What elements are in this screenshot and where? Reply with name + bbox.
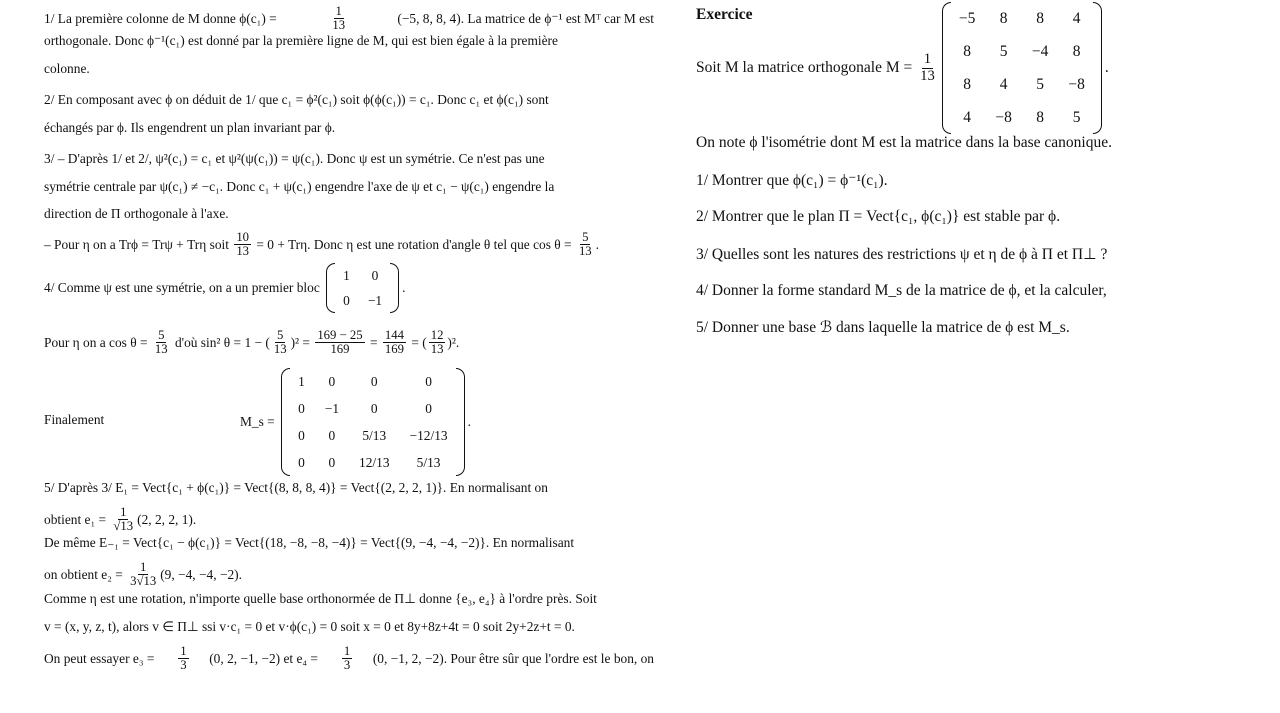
right-bracket xyxy=(1093,2,1102,134)
matrix-cell: 12/13 xyxy=(359,455,390,470)
matrix-cell: 5 xyxy=(1072,109,1081,126)
text-segment: colonne. xyxy=(44,61,90,76)
solution-line xyxy=(44,506,654,534)
text-segment: Soit M la matrice orthogonale M = xyxy=(696,59,917,76)
text-segment: Pour η on a cos θ = xyxy=(44,334,151,350)
matrix-cell: −8 xyxy=(995,109,1012,126)
text-segment: . xyxy=(402,280,406,295)
matrix-cell: 8 xyxy=(1036,109,1044,126)
solution-line xyxy=(44,619,654,635)
right-bracket xyxy=(390,263,399,313)
exercise-line xyxy=(696,171,888,190)
exercise-title: Exercice xyxy=(696,6,753,23)
numerator: 5 xyxy=(277,328,284,342)
matrix-cell: −4 xyxy=(1031,43,1049,60)
solution-line xyxy=(44,92,654,108)
matrix xyxy=(942,2,1102,134)
solution-line xyxy=(44,591,654,607)
matrix-cell: 4 xyxy=(1072,10,1081,27)
matrix-cell: −12/13 xyxy=(409,428,448,443)
text-segment: 5/ Donner une base ℬ dans laquelle la matrice de ϕ est M_s. xyxy=(696,319,1070,336)
denominator: 13 xyxy=(430,342,444,357)
solution-line xyxy=(44,5,654,33)
solution-line xyxy=(44,179,654,195)
solution-line xyxy=(44,33,654,49)
numerator: 169 − 25 xyxy=(317,328,363,342)
solution-line xyxy=(44,120,654,136)
matrix-cell: 4 xyxy=(963,109,971,126)
fraction xyxy=(330,5,347,33)
text-segment: (0, 2, −1, −2) et e₄ = xyxy=(209,650,322,666)
denominator: 13 xyxy=(578,244,592,259)
denominator: 13 xyxy=(920,67,935,84)
text-segment: . xyxy=(1104,59,1109,76)
exercise-line xyxy=(696,245,1107,264)
matrix-cell: −1 xyxy=(324,401,340,416)
numerator: 1 xyxy=(343,644,351,658)
fraction xyxy=(577,231,594,259)
solution-line xyxy=(44,151,654,167)
matrix-cell: 0 xyxy=(343,293,350,308)
solution-line xyxy=(44,231,654,259)
numerator: 10 xyxy=(236,230,250,244)
text-segment: échangés par ϕ. Ils engendrent un plan invariant par ϕ. xyxy=(44,120,336,135)
matrix-cell: −8 xyxy=(1068,76,1085,93)
matrix xyxy=(326,263,399,313)
solution-line xyxy=(240,368,471,476)
denominator: 169 xyxy=(384,342,404,357)
matrix-cell: 0 xyxy=(298,455,305,470)
matrix-cell: 8 xyxy=(1036,10,1044,27)
numerator: 144 xyxy=(384,328,404,342)
numerator: 5 xyxy=(158,328,165,342)
solution-line xyxy=(44,645,654,673)
numerator: 1 xyxy=(335,4,342,18)
text-segment: Comme η est une rotation, n'importe quelle base orthonormée de Π⊥ donne {e₃, e₄} à l'ordre près. Soit xyxy=(44,591,597,606)
text-segment: 3/ – D'après 1/ et 2/, ψ²(c₁) = c₁ et ψ²(ψ(c₁)) = ψ(c₁). Donc ψ est un symétrie. Ce n'est pas une xyxy=(44,151,545,166)
text-segment: 4/ Donner la forme standard M_s de la matrice de ϕ, et la calculer, xyxy=(696,282,1107,299)
exercise-line xyxy=(696,282,1107,300)
text-segment: = 0 + Trη. Donc η est une rotation d'angle θ tel que cos θ = xyxy=(253,236,575,252)
text-segment: On peut essayer e₃ = xyxy=(44,650,158,666)
text-segment: orthogonale. Donc ϕ⁻¹(c₁) est donné par la première ligne de M, qui est bien égale à la première xyxy=(44,33,558,48)
matrix-grid xyxy=(951,2,1093,134)
matrix-cell: −1 xyxy=(367,293,383,308)
exercise-line xyxy=(696,318,1070,337)
fraction xyxy=(429,329,446,357)
text-segment: v = (x, y, z, t), alors v ∈ Π⊥ ssi v·c₁ = 0 et v·ϕ(c₁) = 0 soit x = 0 et 8y+8z+4t = 0 soit 2y+2z+t = 0. xyxy=(44,619,575,634)
text-segment: d'où sin² θ = 1 − ( xyxy=(171,334,270,350)
matrix-cell: 8 xyxy=(999,10,1008,27)
denominator: 13 xyxy=(273,342,287,357)
fraction xyxy=(178,645,188,673)
left-bracket xyxy=(281,368,290,476)
solution-line xyxy=(44,535,654,551)
matrix-cell: 0 xyxy=(371,268,379,283)
matrix-grid xyxy=(335,263,390,313)
fraction xyxy=(918,52,937,84)
left-bracket xyxy=(326,263,335,313)
fraction xyxy=(342,645,352,673)
text-segment: 2/ Montrer que le plan Π = Vect{c₁, ϕ(c₁)} est stable par ϕ. xyxy=(696,208,1061,225)
numerator: 1 xyxy=(923,51,932,68)
text-segment: De même E₋₁ = Vect{c₁ − ϕ(c₁)} = Vect{(18, −8, −8, −4)} = Vect{(9, −4, −4, −2)}. En normalisant xyxy=(44,535,575,550)
text-segment: (0, −1, 2, −2). Pour être sûr que l'ordre est le bon, on xyxy=(372,650,654,666)
text-segment: 4/ Comme ψ est une symétrie, on a un premier bloc xyxy=(44,280,324,295)
matrix-grid xyxy=(290,368,456,476)
text-segment: On note ϕ l'isométrie dont M est la matrice dans la base canonique. xyxy=(696,134,1112,151)
text-segment: )². xyxy=(447,334,460,350)
text-segment: 5/ D'après 3/ E₁ = Vect{c₁ + ϕ(c₁)} = Vect{(8, 8, 8, 4)} = Vect{(2, 2, 2, 1)}. En normalisant on xyxy=(44,480,548,495)
matrix-cell: 0 xyxy=(425,374,432,389)
fraction xyxy=(111,506,135,534)
denominator: √13 xyxy=(113,519,134,534)
text-segment: 2/ En composant avec ϕ on déduit de 1/ que c₁ = ϕ²(c₁) soit ϕ(ϕ(c₁)) = c₁. Donc c₁ et ϕ(c₁) sont xyxy=(44,92,549,107)
text-segment: Finalement xyxy=(44,412,105,427)
fraction xyxy=(272,329,289,357)
solution-line xyxy=(44,561,654,589)
matrix-cell: 8 xyxy=(1072,43,1081,60)
matrix-cell: 1 xyxy=(298,374,305,389)
fraction xyxy=(315,329,364,357)
right-bracket xyxy=(456,368,465,476)
exercise-line xyxy=(696,2,1109,134)
matrix-cell: 5/13 xyxy=(416,455,441,470)
fraction xyxy=(234,231,251,259)
text-segment: (2, 2, 2, 1). xyxy=(137,511,197,527)
matrix-cell: 0 xyxy=(370,374,378,389)
text-segment: (9, −4, −4, −2). xyxy=(160,566,242,582)
matrix-cell: 0 xyxy=(328,455,336,470)
fraction xyxy=(128,561,158,589)
numerator: 1 xyxy=(139,560,147,574)
matrix-cell: 5/13 xyxy=(362,428,387,443)
text-segment: . xyxy=(467,414,471,429)
text-segment: symétrie centrale par ψ(c₁) ≠ −c₁. Donc c₁ + ψ(c₁) engendre l'axe de ψ et c₁ − ψ(c₁) engendre la xyxy=(44,179,555,194)
denominator: 3 xyxy=(180,658,187,673)
text-segment: on obtient e₂ = xyxy=(44,566,127,582)
fraction xyxy=(383,329,406,357)
solution-line xyxy=(44,480,654,496)
text-segment: direction de Π orthogonale à l'axe. xyxy=(44,206,229,221)
denominator: 169 xyxy=(330,342,350,357)
numerator: 1 xyxy=(120,505,127,519)
matrix-cell: 0 xyxy=(298,401,305,416)
denominator: 13 xyxy=(332,18,346,33)
solution-line xyxy=(44,206,654,222)
matrix-cell: 8 xyxy=(963,43,971,60)
exercise-line xyxy=(696,134,1112,152)
text-segment: M_s = xyxy=(240,414,279,429)
matrix-cell: 0 xyxy=(370,401,378,416)
text-segment: obtient e₁ = xyxy=(44,511,110,527)
matrix-cell: 1 xyxy=(343,268,350,283)
text-segment: = ( xyxy=(407,334,427,350)
matrix-cell: 0 xyxy=(328,374,336,389)
matrix-cell: −5 xyxy=(958,10,976,27)
numerator: 1 xyxy=(180,644,187,658)
fraction xyxy=(153,329,170,357)
text-segment: – Pour η on a Trϕ = Trψ + Trη soit xyxy=(44,236,233,252)
text-segment: . xyxy=(595,236,600,252)
left-bracket xyxy=(942,2,951,134)
solution-line xyxy=(44,61,654,77)
text-segment: 1/ La première colonne de M donne ϕ(c₁) = xyxy=(44,10,281,26)
text-segment: 3/ Quelles sont les natures des restrictions ψ et η de ϕ à Π et Π⊥ ? xyxy=(696,246,1108,263)
text-segment: (−5, 8, 8, 4). La matrice de ϕ⁻¹ est Mᵀ car M est xyxy=(397,10,654,26)
matrix-cell: 0 xyxy=(328,428,336,443)
denominator: 3 xyxy=(343,658,351,673)
denominator: 13 xyxy=(236,244,250,259)
exercise-line xyxy=(696,208,1060,226)
matrix xyxy=(281,368,465,476)
text-segment: )² = xyxy=(290,334,314,350)
matrix-cell: 4 xyxy=(999,76,1008,93)
numerator: 12 xyxy=(430,328,444,342)
matrix-cell: 0 xyxy=(425,401,432,416)
matrix-cell: 5 xyxy=(1036,76,1044,93)
denominator: 13 xyxy=(154,342,168,357)
matrix-cell: 0 xyxy=(298,428,305,443)
text-segment: 1/ Montrer que ϕ(c₁) = ϕ⁻¹(c₁). xyxy=(696,172,888,189)
matrix-cell: 5 xyxy=(999,43,1008,60)
numerator: 5 xyxy=(582,230,589,244)
solution-line xyxy=(44,329,654,357)
matrix-cell: 8 xyxy=(963,76,971,93)
denominator: 3√13 xyxy=(130,574,157,589)
solution-line xyxy=(44,263,654,313)
text-segment: = xyxy=(366,334,381,350)
